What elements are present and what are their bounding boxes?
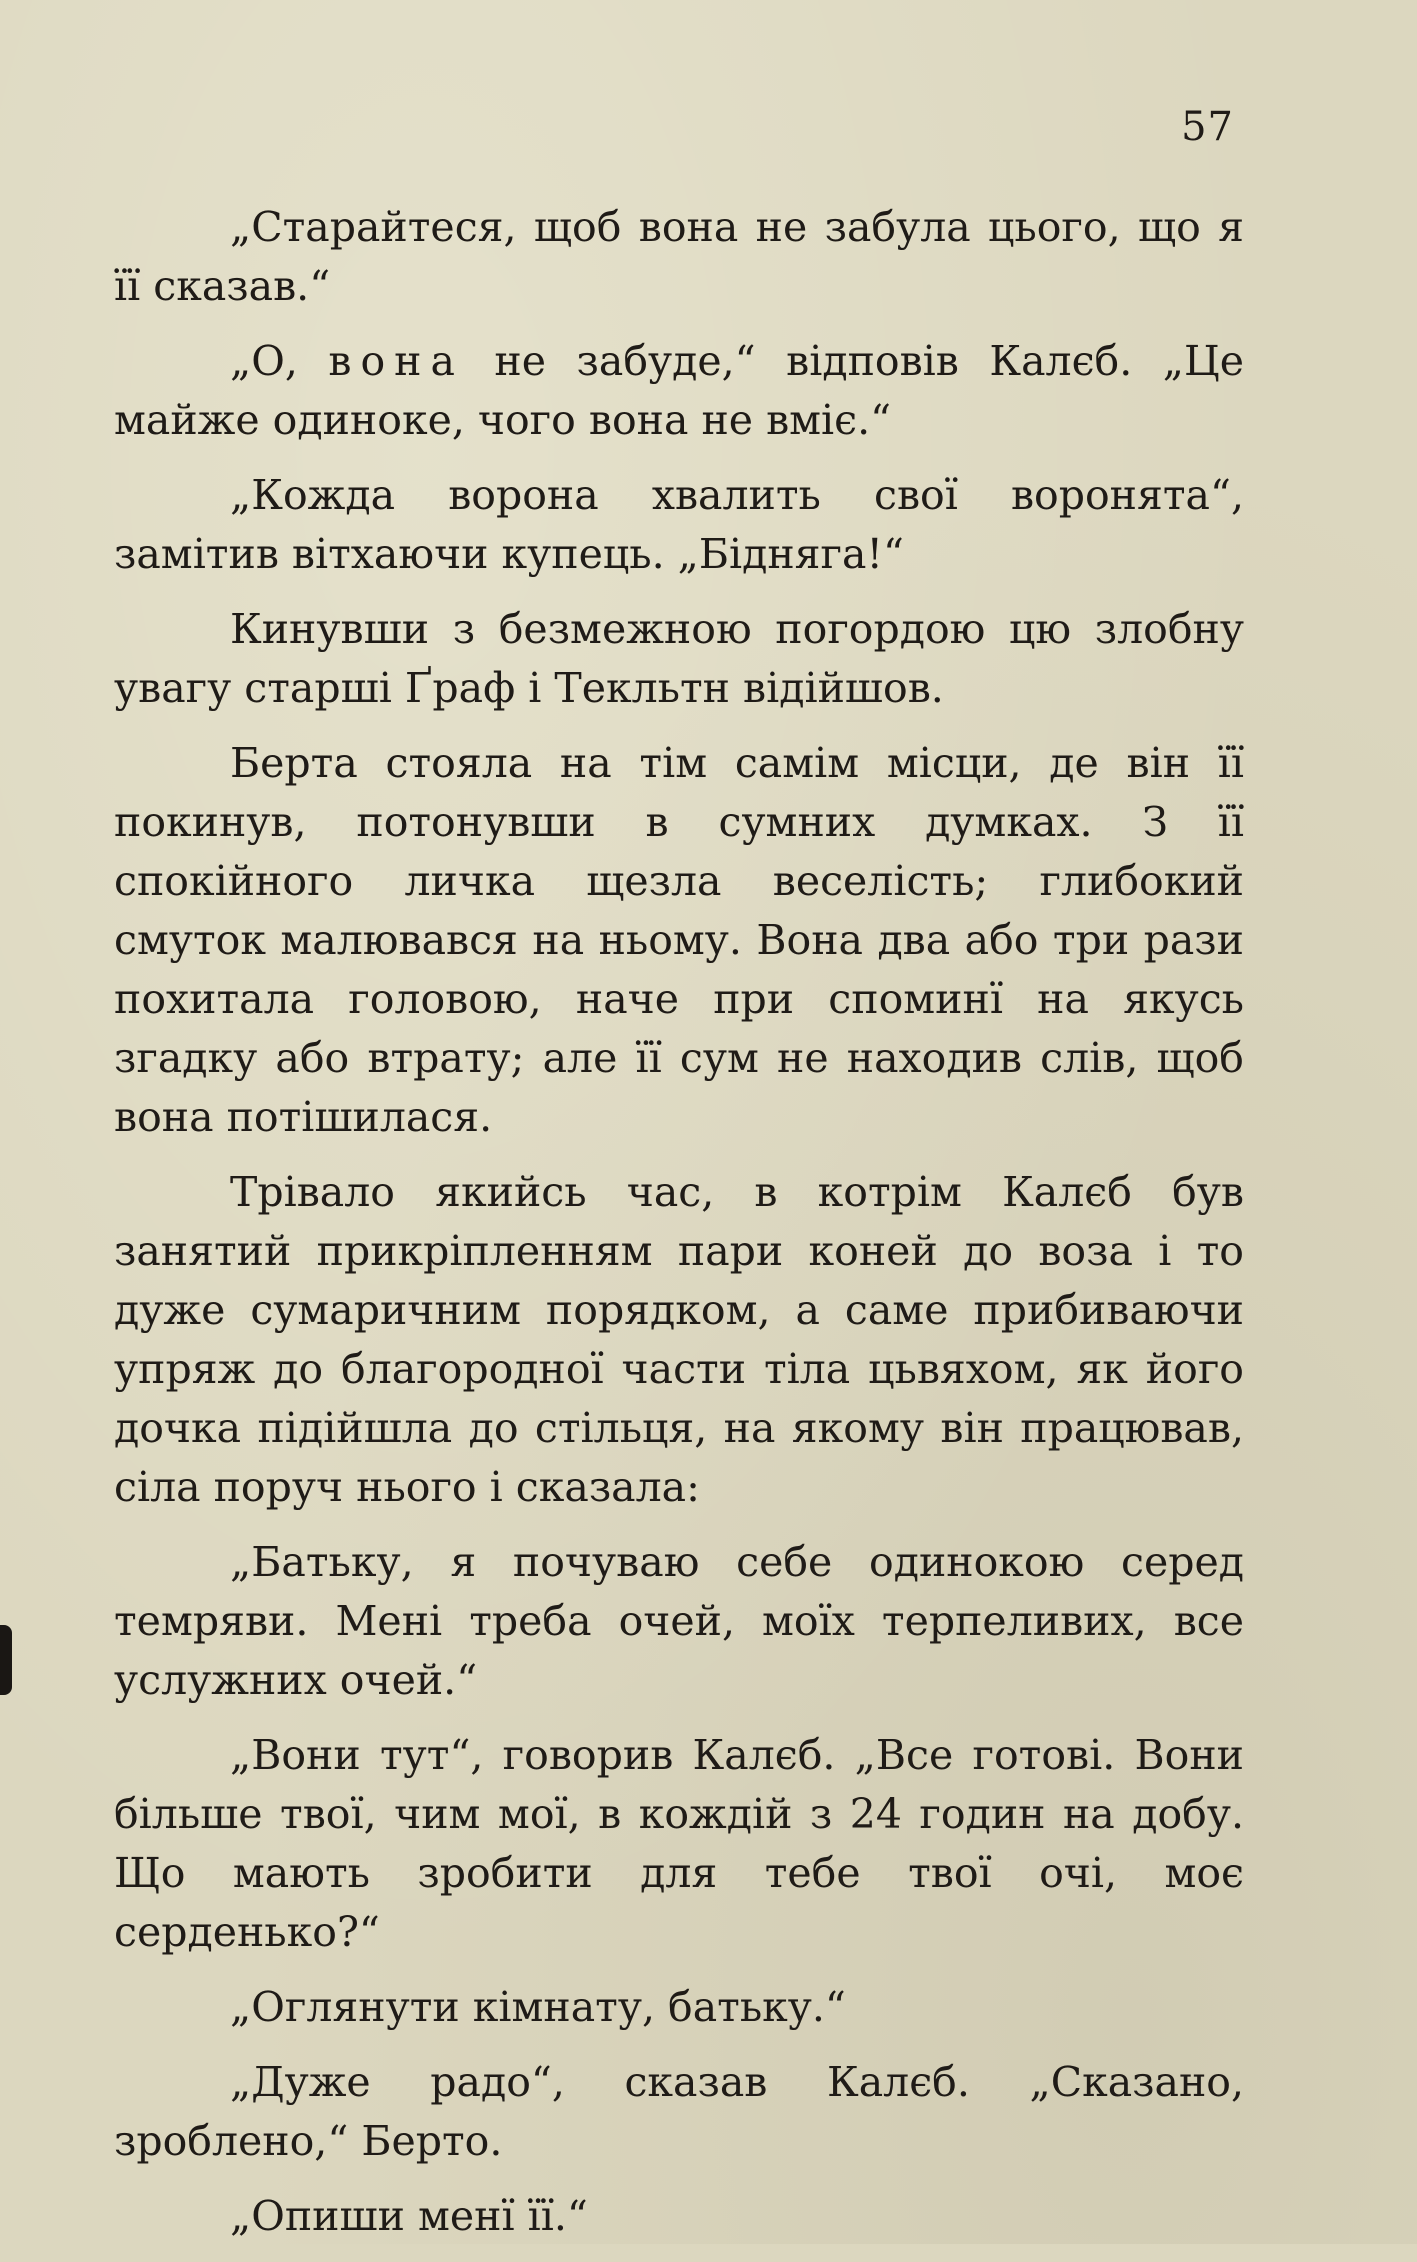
paragraph-11: „Опиши менї її.“: [230, 2192, 588, 2240]
page-number: 57: [1181, 104, 1234, 150]
paragraph-2: [114, 332, 1244, 450]
paragraph-2-rest: не забуде,“ відповів Калєб. „Це майже одиноке, чого вона не вміє.“: [114, 337, 1244, 444]
paragraph-10: „Дуже радо“, сказав Калєб. „Сказано, зроблено,“ Берто.: [114, 2058, 1244, 2165]
paragraph-3: „Кожда ворона хвалить свої воронята“, замітив вітхаючи купець. „Бідняга!“: [114, 471, 1244, 578]
paragraph-2-start: „О,: [230, 337, 329, 385]
scan-edge-mark: [0, 1625, 12, 1695]
paragraph-1: „Старайтеся, щоб вона не забула цього, що я її сказав.“: [114, 203, 1244, 310]
paragraph-7: „Батьку, я почуваю себе одинокою серед темряви. Мені треба очей, моїх терпеливих, все услужних очей.“: [114, 1538, 1244, 1704]
paragraph-9: „Оглянути кімнату, батьку.“: [230, 1983, 846, 2031]
paragraph-4: Кинувши з безмежною погордою цю злобну увагу старші Ґраф і Текльтн відійшов.: [114, 605, 1244, 712]
spaced-emphasis: вона: [328, 337, 464, 385]
body-text: [114, 198, 1244, 2262]
paragraph-5: Берта стояла на тім самім місци, де він її покинув, потонувши в сумних думках. З її спокійного личка щезла веселість; глибокий смуток малювався на ньому. Вона два або три рази похитала головою, наче при споминї на якусь згадку або втрату; але її сум не находив слів, щоб вона потішилася.: [114, 739, 1244, 1141]
paragraph-8: „Вони тут“, говорив Калєб. „Все готові. Вони більше твої, чим мої, в кождій з 24 годин на добу. Що мають зробити для тебе твої очі, моє серденько?“: [114, 1731, 1244, 1956]
paragraph-6: Трівало якийсь час, в котрім Калєб був занятий прикріпленням пари коней до воза і то дуже сумаричним порядком, а саме прибиваючи упряж до благородної части тіла цьвяхом, як його дочка підійшла до стільця, на якому він працював, сіла поруч нього і сказала:: [114, 1168, 1244, 1511]
